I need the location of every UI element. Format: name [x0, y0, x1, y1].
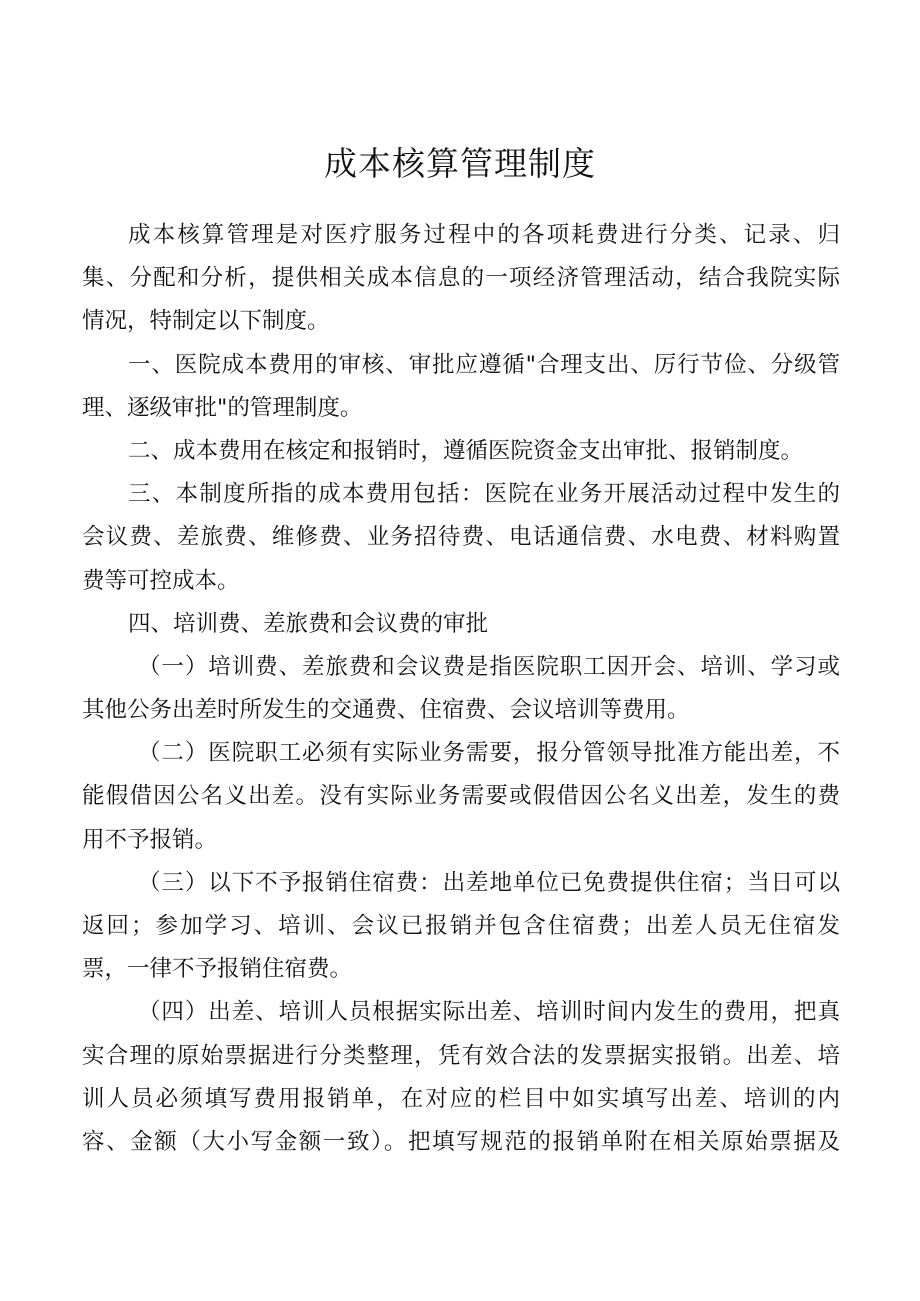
body-line: 一、医院成本费用的审核、审批应遵循"合理支出、厉行节俭、分级管 [128, 351, 840, 378]
body-line: 用不予报销。 [82, 826, 218, 853]
body-line: 成本核算管理是对医疗服务过程中的各项耗费进行分类、记录、归 [128, 222, 840, 248]
body-line: （三）以下不予报销住宿费：出差地单位已免费提供住宿；当日可以 [138, 869, 840, 896]
body-line: 能假借因公名义出差。没有实际业务需要或假借因公名义出差，发生的费 [82, 783, 840, 810]
body-line: （一）培训费、差旅费和会议费是指医院职工因开会、培训、学习或 [138, 653, 840, 680]
body-line: 理、逐级审批"的管理制度。 [82, 394, 363, 421]
body-line: 费等可控成本。 [82, 567, 240, 594]
body-line: 情况，特制定以下制度。 [82, 308, 330, 335]
body-line: 容、金额（大小写金额一致）。把填写规范的报销单附在相关原始票据及 [82, 1128, 840, 1155]
body-line: 票，一律不予报销住宿费。 [82, 956, 353, 983]
body-line: 训人员必须填写费用报销单，在对应的栏目中如实填写出差、培训的内 [82, 1085, 840, 1112]
body-line: （二）医院职工必须有实际业务需要，报分管领导批准方能出差，不 [138, 740, 840, 767]
body-line: 返回；参加学习、培训、会议已报销并包含住宿费；出差人员无住宿发 [82, 913, 840, 939]
body-line: 集、分配和分析，提供相关成本信息的一项经济管理活动，结合我院实际 [82, 265, 840, 292]
body-line: 会议费、差旅费、维修费、业务招待费、电话通信费、水电费、材料购置 [82, 524, 840, 551]
body-line: 四、培训费、差旅费和会议费的审批 [128, 610, 489, 637]
document-title: 成本核算管理制度 [324, 144, 596, 184]
body-line: 其他公务出差时所发生的交通费、住宿费、会议培训等费用。 [82, 697, 690, 724]
body-line: （四）出差、培训人员根据实际出差、培训时间内发生的费用，把真 [138, 999, 840, 1026]
body-line: 实合理的原始票据进行分类整理，凭有效合法的发票据实报销。出差、培 [82, 1042, 840, 1069]
body-line: 三、本制度所指的成本费用包括：医院在业务开展活动过程中发生的 [128, 481, 840, 508]
body-line: 二、成本费用在核定和报销时，遵循医院资金支出审批、报销制度。 [128, 437, 804, 464]
document-body [82, 214, 840, 1164]
